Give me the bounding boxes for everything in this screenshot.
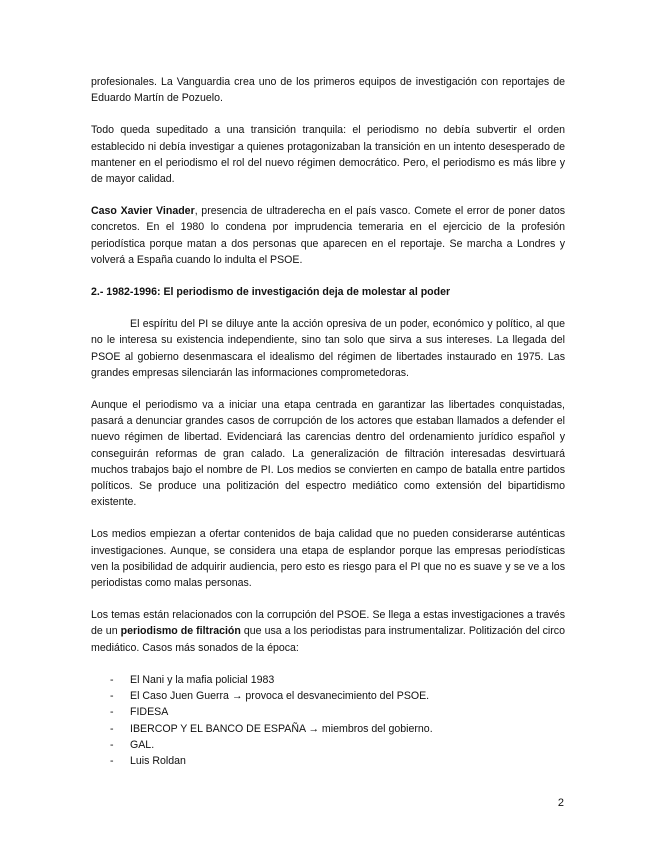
paragraph-text: Los temas están relacionados con la corrupción del PSOE. Se llega a estas investigaciones a través de un — [91, 609, 565, 638]
page-number: 2 — [557, 797, 564, 809]
list-item-text: FIDESA — [130, 706, 169, 719]
list-item — [91, 704, 565, 720]
dash-bullet: - — [110, 690, 114, 703]
paragraph-vinader — [91, 203, 565, 268]
list-item — [91, 688, 565, 704]
dash-bullet: - — [110, 706, 114, 719]
paragraph-text: que usa a los periodistas para instrumentalizar. Politización del circo mediático. Casos más sonados de la época: — [91, 625, 565, 654]
list-item-text: Luis Roldan — [130, 754, 186, 767]
list-item-text: IBERCOP Y EL BANCO DE ESPAÑA → miembros del gobierno. — [130, 722, 433, 735]
list-item — [91, 753, 565, 769]
bold-term: Caso Xavier Vinader — [91, 205, 195, 218]
list-item — [91, 721, 565, 737]
cases-list — [91, 672, 565, 769]
dash-bullet: - — [110, 754, 114, 767]
section-heading: 2.- 1982-1996: El periodismo de investigación deja de molestar al poder — [91, 286, 451, 299]
bold-term: periodismo de filtración — [120, 625, 241, 638]
list-item — [91, 737, 565, 753]
paragraph: El espíritu del PI se diluye ante la acción opresiva de un poder, económico y político, al que no le interesa su existencia independiente, sino tan solo que sirva a sus intereses. La llegada del PSOE al gobierno desenmascara el idealismo del régimen de libertades instaurado en 1975. Las grandes empresas silenciarán las informaciones comprometedoras. — [91, 318, 565, 379]
list-item-text: GAL. — [130, 738, 155, 751]
paragraph-text: , presencia de ultraderecha en el país vasco. Comete el error de poner datos concretos. En el 1980 lo condena por imprudencia temeraria en el ejercicio de la profesión periodística porque matan a dos personas que aparecen en el reportaje. Se marcha a Londres y volverá a España cuando lo indulta el PSOE. — [91, 205, 566, 266]
dash-bullet: - — [110, 722, 114, 735]
paragraph: Todo queda supeditado a una transición tranquila: el periodismo no debía subvertir el orden establecido ni debía investigar a quienes protagonizaban la transición en un intento desesperado de mantener en el periodismo el rol del nuevo régimen democrático. Pero, el periodismo es más libre y de mayor calidad. — [91, 124, 565, 186]
paragraph: profesionales. La Vanguardia crea uno de los primeros equipos de investigación con reportajes de Eduardo Martín de Pozuelo. — [91, 76, 565, 105]
paragraph: Los medios empiezan a ofertar contenidos de baja calidad que no pueden considerarse auténticas investigaciones. Aunque, se considera una etapa de esplandor porque las empresas periodísticas ven la posibilidad de adquirir audiencia, pero esto es riesgo para el PI que no es suave y se ve a los periodistas como malas personas. — [91, 528, 565, 590]
paragraph-filtracion — [91, 607, 565, 656]
list-item-text: El Nani y la mafia policial 1983 — [130, 673, 275, 686]
dash-bullet: - — [110, 673, 114, 686]
document-page — [91, 74, 565, 769]
list-item — [91, 672, 565, 688]
paragraph: Aunque el periodismo va a iniciar una etapa centrada en garantizar las libertades conquistadas, pasará a denunciar grandes casos de corrupción de los actores que estaban llamados a defender el nuevo régimen de libertad. Evidenciará las carencias dentro del ordenamiento jurídico español y conseguirán reformas de gran calado. La generalización de filtración interesadas desvirtuará muchos trabajos bajo el nombre de PI. Los medios se convierten en campo de batalla entre partidos políticos. Se produce una politización del espectro mediático como extensión del bipartidismo existente. — [91, 399, 565, 509]
list-item-text: El Caso Juen Guerra → provoca el desvanecimiento del PSOE. — [130, 690, 430, 703]
dash-bullet: - — [110, 738, 114, 751]
